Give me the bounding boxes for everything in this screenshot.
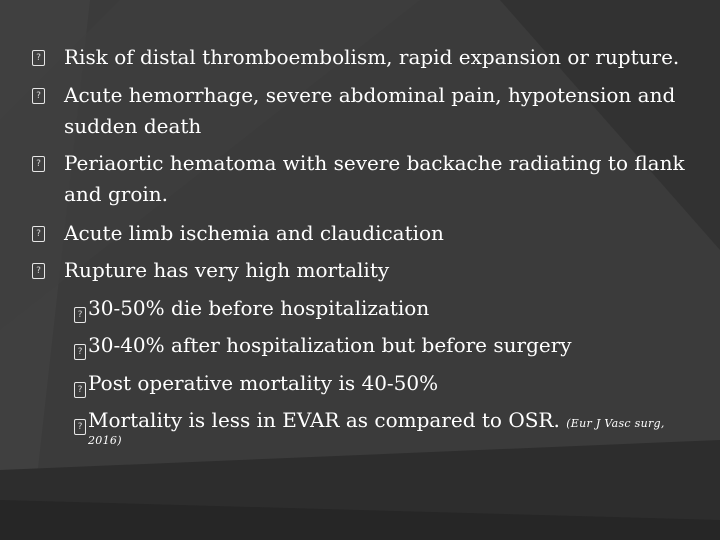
sub-bullet-text: 30-40% after hospitalization but before surgery [88, 333, 572, 357]
bullet-text: Periaortic hematoma with severe backache radiating to flank and groin. [64, 151, 685, 206]
sub-bullet-marker-icon: ? [74, 382, 86, 398]
citation: (Eur J Vasc surg, [566, 417, 665, 430]
bullet-marker-icon: ? [32, 263, 45, 279]
bullet-marker-icon: ? [32, 50, 45, 66]
bullet-item [32, 80, 692, 142]
bullet-item [32, 148, 692, 210]
bullet-item [32, 255, 692, 286]
bullet-item [32, 42, 692, 73]
sub-bullet-text: Post operative mortality is 40-50% [88, 371, 439, 395]
sub-bullet-item [74, 368, 694, 399]
bullet-marker-icon: ? [32, 226, 45, 242]
sub-bullet-marker-icon: ? [74, 307, 86, 323]
bullet-text: Acute limb ischemia and claudication [64, 221, 444, 245]
bullet-text: Risk of distal thromboembolism, rapid expansion or rupture. [64, 45, 680, 69]
bullet-marker-icon: ? [32, 88, 45, 104]
sub-bullet-marker-icon: ? [74, 419, 86, 435]
sub-bullet-text: Mortality is less in EVAR as compared to OSR. [88, 408, 560, 432]
sub-bullet-item [74, 293, 694, 324]
sub-bullet-item [74, 330, 694, 361]
bullet-marker-icon: ? [32, 156, 45, 172]
bullet-item [32, 218, 692, 249]
sub-bullet-text: 30-50% die before hospitalization [88, 296, 430, 320]
sub-bullet-marker-icon: ? [74, 344, 86, 360]
citation-continued: 2016) [88, 434, 122, 447]
bullet-text: Rupture has very high mortality [64, 258, 390, 282]
sub-bullet-item [74, 405, 694, 439]
bullet-text: Acute hemorrhage, severe abdominal pain, hypotension and sudden death [64, 83, 676, 138]
